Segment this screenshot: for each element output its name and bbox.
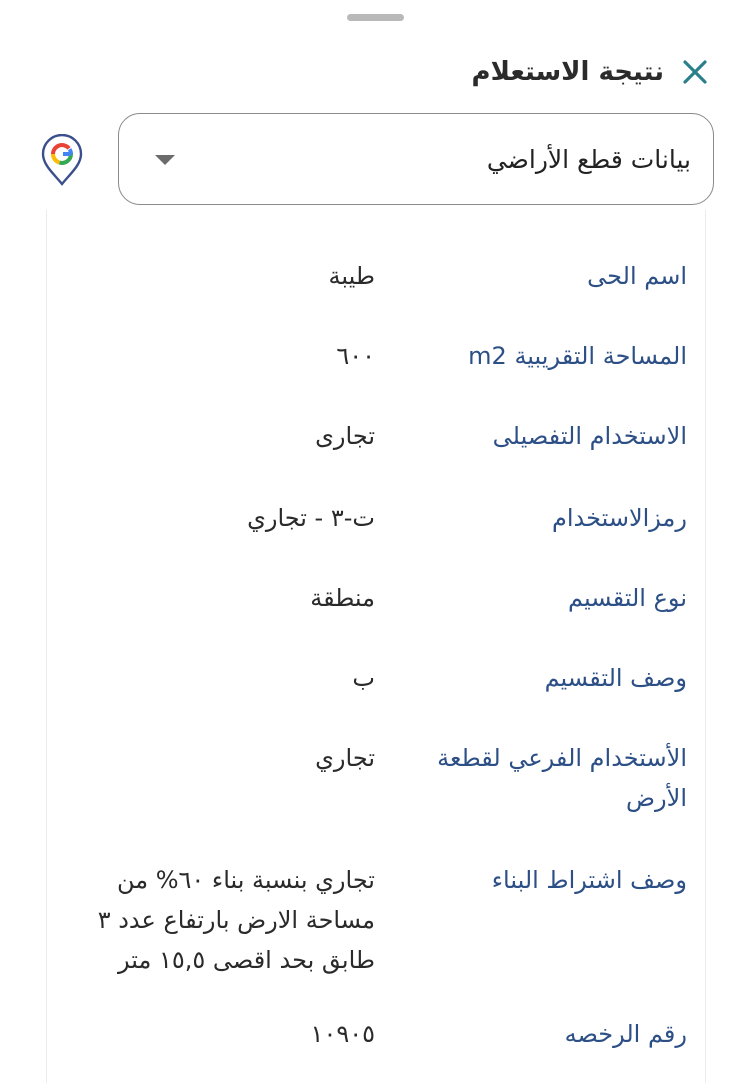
- row-label: المساحة التقريبية m2: [468, 342, 687, 370]
- drag-handle[interactable]: [347, 14, 404, 21]
- row-value: تجاري: [315, 744, 375, 772]
- sheet-header: [472, 50, 710, 94]
- row-value: طيبة: [328, 262, 375, 290]
- row-value: ٦٠٠: [336, 342, 375, 370]
- row-value: منطقة: [310, 584, 375, 612]
- row-value: تجاري بنسبة بناء ٦٠% من مساحة الارض بارتفاع عدد ٣ طابق بحد اقصى ١٥,٥ متر: [97, 866, 375, 974]
- row-label: وصف اشتراط البناء: [491, 866, 687, 894]
- page-title: نتيجة الاستعلام: [471, 57, 664, 87]
- results-list: [46, 210, 706, 1083]
- row-label: نوع التقسيم: [567, 584, 687, 612]
- close-icon-glyph: [682, 59, 708, 85]
- row-label: اسم الحى: [587, 262, 687, 290]
- row-label: وصف التقسيم: [544, 664, 687, 692]
- row-value: تجارى: [315, 422, 375, 450]
- row-label: رمزالاستخدام: [551, 504, 687, 532]
- row-label: الاستخدام التفصيلى: [492, 422, 687, 450]
- row-label: رقم الرخصه: [564, 1020, 687, 1048]
- chevron-down-icon: [155, 155, 175, 165]
- layer-select-value: بيانات قطع الأراضي: [486, 145, 691, 174]
- row-label: الأستخدام الفرعي لقطعة الأرض: [437, 744, 687, 812]
- row-value: ت-٣ - تجاري: [247, 504, 375, 532]
- row-value: ١٠٩٠٥: [310, 1020, 375, 1048]
- google-maps-pin-icon[interactable]: [40, 134, 84, 186]
- close-icon[interactable]: [680, 57, 710, 87]
- row-value: ب: [352, 664, 375, 692]
- layer-select[interactable]: [118, 113, 714, 205]
